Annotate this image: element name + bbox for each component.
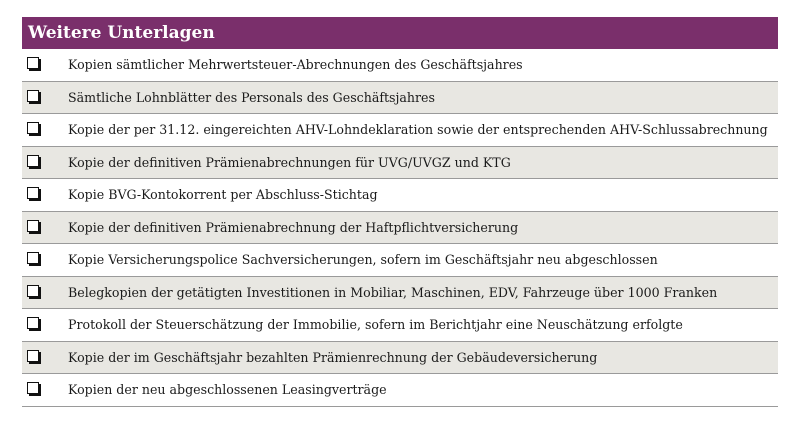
checklist-item-label: Belegkopien der getätigten Investitionen in Mobiliar, Maschinen, EDV, Fahrzeuge über 1000 Franken <box>68 284 718 300</box>
checkbox[interactable] <box>27 317 39 329</box>
checkbox[interactable] <box>27 155 39 167</box>
checklist-item <box>22 374 778 407</box>
checklist-item-label: Protokoll der Steuerschätzung der Immobilie, sofern im Berichtjahr eine Neuschätzung erfolgte <box>68 317 683 332</box>
checklist-item <box>22 82 778 115</box>
checkbox[interactable] <box>27 382 39 394</box>
checkbox[interactable] <box>27 57 39 69</box>
checklist-item-label: Kopie der definitiven Prämienabrechnung der Haftpflichtversicherung <box>68 219 519 235</box>
checklist-item <box>22 277 778 310</box>
checklist-item <box>22 309 778 342</box>
checkbox[interactable] <box>27 285 39 297</box>
checklist-item <box>22 179 778 212</box>
checklist <box>22 49 778 407</box>
checklist-item <box>22 212 778 245</box>
checkbox[interactable] <box>27 350 39 362</box>
checklist-item <box>22 49 778 82</box>
checkbox[interactable] <box>27 90 39 102</box>
checklist-item <box>22 114 778 147</box>
checklist-panel <box>22 17 778 407</box>
checklist-item-label: Kopie Versicherungspolice Sachversicherungen, sofern im Geschäftsjahr neu abgeschlossen <box>68 252 658 267</box>
checklist-item-label: Kopien der neu abgeschlossenen Leasingverträge <box>68 382 387 397</box>
checkbox[interactable] <box>27 122 39 134</box>
section-title: Weitere Unterlagen <box>22 17 778 49</box>
checklist-item-label: Kopie der per 31.12. eingereichten AHV-Lohndeklaration sowie der entsprechenden AHV-Schlussabrechnung <box>68 122 768 137</box>
checklist-item <box>22 342 778 375</box>
checkbox[interactable] <box>27 252 39 264</box>
checklist-item-label: Kopie der im Geschäftsjahr bezahlten Prämienrechnung der Gebäudeversicherung <box>68 349 598 365</box>
checklist-item <box>22 244 778 277</box>
checkbox[interactable] <box>27 220 39 232</box>
checklist-item-label: Kopie der definitiven Prämienabrechnungen für UVG/UVGZ und KTG <box>68 154 511 170</box>
checkbox[interactable] <box>27 187 39 199</box>
checklist-item <box>22 147 778 180</box>
checklist-item-label: Kopie BVG-Kontokorrent per Abschluss-Stichtag <box>68 187 378 202</box>
checklist-item-label: Kopien sämtlicher Mehrwertsteuer-Abrechnungen des Geschäftsjahres <box>68 57 523 72</box>
checklist-item-label: Sämtliche Lohnblätter des Personals des Geschäftsjahres <box>68 89 435 105</box>
